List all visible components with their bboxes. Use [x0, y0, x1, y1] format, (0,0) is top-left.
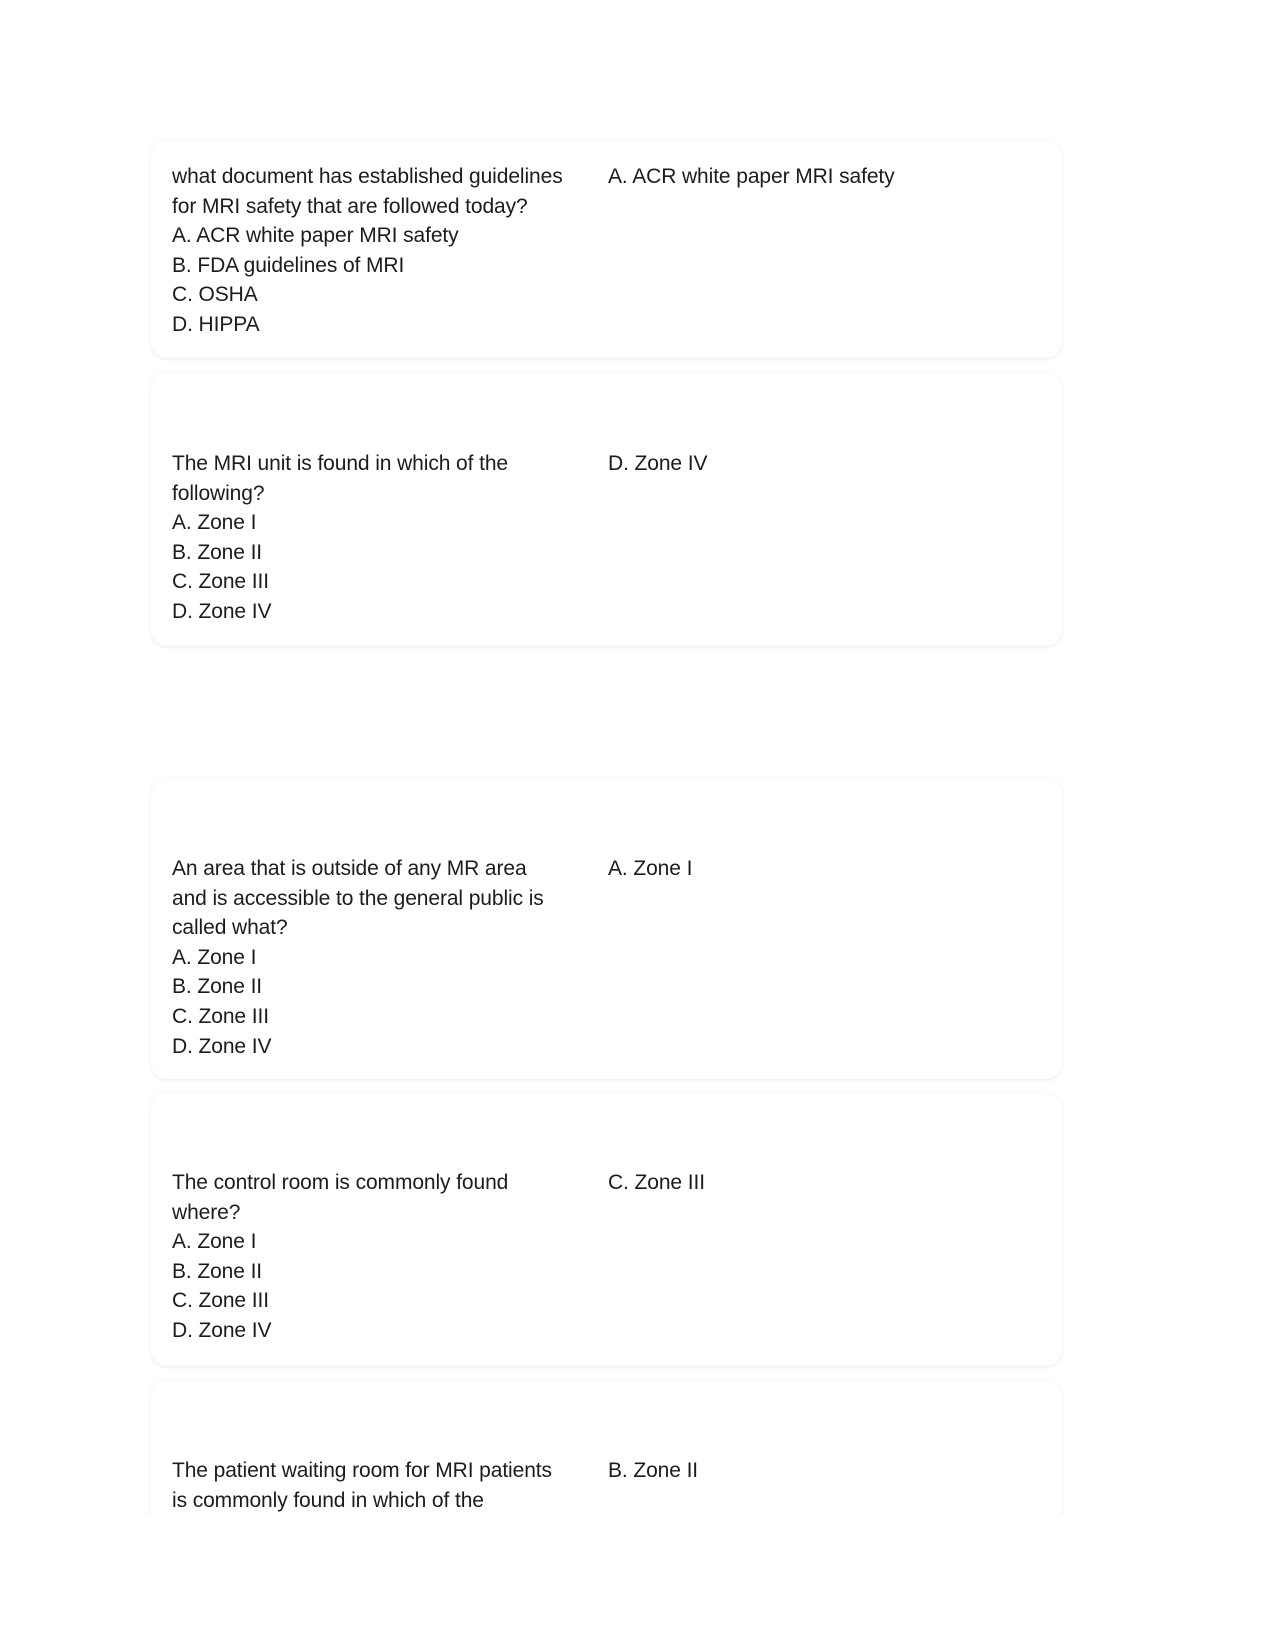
- term-option: D. Zone IV: [172, 599, 272, 623]
- term-line: for MRI safety that are followed today?: [172, 194, 528, 218]
- term-option: B. FDA guidelines of MRI: [172, 253, 405, 277]
- term-line: The patient waiting room for MRI patients: [172, 1459, 552, 1482]
- term-option: D. HIPPA: [172, 312, 260, 336]
- term-line: An area that is outside of any MR area: [172, 857, 527, 880]
- term-line: is commonly found in which of the: [172, 1488, 484, 1512]
- term-option: D. Zone IV: [172, 1318, 272, 1342]
- flashcard-definition: D. Zone IV: [608, 452, 708, 475]
- flashcard: [151, 372, 1062, 646]
- term-option: A. Zone I: [172, 945, 257, 969]
- flashcard-term: [172, 1456, 572, 1515]
- flashcard-term: [172, 1168, 572, 1346]
- flashcard: [151, 1093, 1062, 1366]
- flashcard-term: [172, 449, 572, 627]
- term-option: D. Zone IV: [172, 1034, 272, 1058]
- flashcard-definition: C. Zone III: [608, 1171, 705, 1194]
- term-option: B. Zone II: [172, 1259, 263, 1283]
- term-option: B. Zone II: [172, 540, 263, 564]
- flashcard-definition: B. Zone II: [608, 1459, 699, 1482]
- term-option: B. Zone II: [172, 975, 263, 999]
- term-option: C. Zone III: [172, 1289, 269, 1313]
- flashcard-term: [172, 162, 572, 340]
- flashcard: [151, 140, 1062, 358]
- term-option: A. Zone I: [172, 1230, 257, 1254]
- term-line: The control room is commonly found: [172, 1171, 509, 1194]
- term-line: The MRI unit is found in which of the: [172, 452, 508, 475]
- term-line: called what?: [172, 916, 288, 940]
- flashcard-definition: A. Zone I: [608, 857, 693, 880]
- term-option: C. OSHA: [172, 283, 258, 307]
- flashcard: [151, 1380, 1062, 1515]
- term-line: what document has established guidelines: [172, 165, 563, 188]
- term-option: C. Zone III: [172, 1004, 269, 1028]
- flashcard-definition: A. ACR white paper MRI safety: [608, 165, 895, 188]
- term-line: following?: [172, 481, 265, 505]
- term-option: A. Zone I: [172, 511, 257, 535]
- term-line: where?: [172, 1200, 241, 1224]
- flashcard: [151, 778, 1062, 1079]
- term-option: C. Zone III: [172, 570, 269, 594]
- flashcard-term: [172, 854, 572, 1061]
- term-line: and is accessible to the general public is: [172, 886, 544, 910]
- term-option: A. ACR white paper MRI safety: [172, 224, 459, 248]
